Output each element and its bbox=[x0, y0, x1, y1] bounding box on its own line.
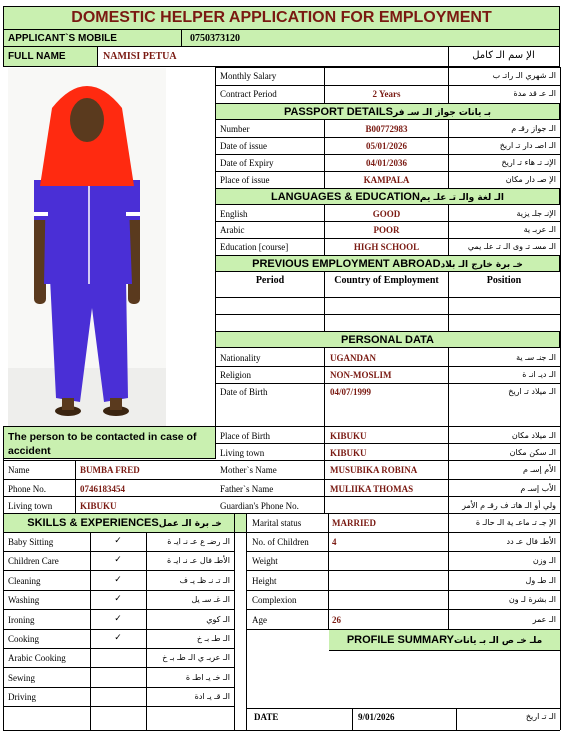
father-name-ar: الأب إسـ م bbox=[520, 484, 556, 493]
issue-place-ar: الإ صـ دار مكان bbox=[505, 175, 556, 184]
living-town-label: Living town bbox=[220, 448, 265, 458]
pob-value: KIBUKU bbox=[330, 431, 367, 441]
living-town-ar: الـ سكن مكان bbox=[509, 448, 556, 457]
nationality-label: Nationality bbox=[220, 353, 261, 363]
dob-ar: الـ ميلاد تـ اريخ bbox=[508, 387, 556, 396]
guardian-phone-label: Guardian's Phone No. bbox=[220, 501, 299, 511]
languages-header-en: LANGUAGES & EDUCATION bbox=[271, 191, 420, 203]
contract-period-ar: الـ عـ قد مدة bbox=[513, 89, 556, 98]
mother-name-label: Mother`s Name bbox=[220, 465, 277, 475]
contact-name-value: BUMBA FRED bbox=[80, 465, 140, 475]
nationality-value: UGANDAN bbox=[330, 353, 376, 363]
contact-name-label: Name bbox=[8, 465, 30, 475]
skill-ironing: Ironing bbox=[8, 615, 35, 625]
employment-col-country: Country of Employment bbox=[334, 275, 439, 286]
check-icon: ✓ bbox=[114, 555, 122, 565]
languages-header-ar: الـ لغة والـ تـ علـ يم bbox=[419, 193, 504, 203]
religion-label: Religion bbox=[220, 370, 251, 380]
issue-date-ar: الـ اصـ دار تـ اريخ bbox=[499, 141, 556, 150]
mother-name-ar: الأم إسـ م bbox=[522, 465, 556, 474]
profile-summary-header-text bbox=[329, 632, 560, 649]
skill-driving: Driving bbox=[8, 692, 36, 702]
check-icon: ✓ bbox=[114, 614, 122, 624]
skill-arabic-cooking-ar: الـ عربـ ي الـ طـ بـ خ bbox=[162, 653, 230, 662]
skills-header-ar: خـ برة الـ عمل bbox=[158, 519, 222, 529]
date-label: DATE bbox=[254, 712, 279, 722]
skill-washing: Washing bbox=[8, 595, 40, 605]
full-name-ar: الإ سم الـ كامل bbox=[472, 50, 535, 61]
complexion-label: Complexion bbox=[252, 595, 297, 605]
children-count-label: No. of Children bbox=[252, 537, 309, 547]
complexion-ar: الـ بشرة لـ ون bbox=[508, 595, 556, 604]
employment-col-period: Period bbox=[255, 275, 285, 286]
passport-number-ar: الـ جواز رقـ م bbox=[511, 124, 556, 133]
age-value: 26 bbox=[332, 615, 341, 625]
date-value: 9/01/2026 bbox=[358, 712, 395, 722]
expiry-date-value: 04/01/2036 bbox=[365, 158, 407, 168]
pob-ar: الـ ميلاد مكان bbox=[511, 431, 556, 440]
living-town-value: KIBUKU bbox=[330, 448, 367, 458]
issue-place-label: Place of issue bbox=[220, 175, 270, 185]
full-name-label: FULL NAME bbox=[8, 51, 66, 62]
personal-data-header-text: PERSONAL DATA bbox=[341, 334, 434, 346]
check-icon: ✓ bbox=[114, 536, 122, 546]
skill-cleaning: Cleaning bbox=[8, 576, 41, 586]
dob-value: 04/07/1999 bbox=[330, 387, 372, 397]
skill-cooking-ar: الـ طـ بـ خ bbox=[196, 634, 230, 643]
arabic-value: POOR bbox=[373, 225, 400, 235]
check-icon: ✓ bbox=[114, 575, 122, 585]
issue-place-value: KAMPALA bbox=[363, 175, 410, 185]
marital-status-ar: الإ جـ تـ ماعـ ية الـ حالـ ة bbox=[475, 518, 556, 527]
arabic-label: Arabic bbox=[220, 225, 245, 235]
passport-header-en: PASSPORT DETAILS bbox=[283, 106, 393, 118]
previous-employment-header-text bbox=[215, 256, 560, 273]
languages-header-text bbox=[215, 189, 560, 206]
check-icon: ✓ bbox=[114, 594, 122, 604]
issue-date-value: 05/01/2026 bbox=[365, 141, 407, 151]
skill-baby-sitting: Baby Sitting bbox=[8, 537, 54, 547]
date-ar: الـ تـ اريخ bbox=[525, 712, 556, 721]
previous-employment-header-ar: خـ برة خارج الـ بلاد bbox=[440, 260, 523, 270]
religion-ar: الـ ديـ انـ ة bbox=[522, 370, 556, 379]
employment-col-position: Position bbox=[486, 275, 522, 286]
check-icon: ✓ bbox=[114, 633, 122, 643]
skill-children-care: Children Care bbox=[8, 556, 59, 566]
salary-ar: الـ شهري الـ راتـ ب bbox=[492, 71, 556, 80]
applicant-mobile-value: 0750373120 bbox=[190, 33, 240, 44]
age-label: Age bbox=[252, 615, 267, 625]
contact-town-label: Living town bbox=[8, 501, 53, 511]
age-ar: الـ عمر bbox=[532, 615, 556, 624]
passport-number-label: Number bbox=[220, 124, 250, 134]
skill-baby-sitting-ar: الـ رضـ ع عـ نـ ايـ ة bbox=[167, 537, 230, 546]
marital-status-label: Marital status bbox=[252, 518, 302, 528]
skill-children-care-ar: الأطـ فال عـ نـ ايـ ة bbox=[167, 556, 230, 565]
religion-value: NON-MOSLIM bbox=[330, 370, 392, 380]
profile-summary-header-ar: ملـ خـ ص الـ بـ يانات bbox=[453, 636, 543, 646]
profile-summary-header-en: PROFILE SUMMARY bbox=[346, 634, 454, 646]
salary-label: Monthly Salary bbox=[220, 71, 277, 81]
pob-label: Place of Birth bbox=[220, 431, 270, 441]
skills-header-text bbox=[3, 515, 246, 532]
weight-label: Weight bbox=[252, 556, 278, 566]
passport-number-value: B00772983 bbox=[365, 124, 408, 134]
skill-arabic-cooking: Arabic Cooking bbox=[8, 653, 66, 663]
height-ar: الـ طـ ول bbox=[525, 576, 556, 585]
education-label: Education [course] bbox=[220, 242, 289, 252]
skill-cooking: Cooking bbox=[8, 634, 40, 644]
nationality-ar: الـ جنـ سـ ية bbox=[516, 353, 556, 362]
contact-phone-value: 0746183454 bbox=[80, 484, 125, 494]
children-count-value: 4 bbox=[332, 537, 337, 547]
contact-town-value: KIBUKU bbox=[80, 501, 117, 511]
skill-sewing: Sewing bbox=[8, 673, 35, 683]
full-name-value: NAMISI PETUA bbox=[103, 51, 177, 62]
applicant-photo bbox=[8, 68, 166, 426]
father-name-label: Father`s Name bbox=[220, 484, 274, 494]
english-label: English bbox=[220, 209, 248, 219]
expiry-date-label: Date of Expiry bbox=[220, 158, 274, 168]
skill-ironing-ar: الـ كوي bbox=[206, 615, 230, 624]
skill-washing-ar: الـ غـ سـ يل bbox=[191, 595, 230, 604]
skill-driving-ar: الـ قـ يـ ادة bbox=[194, 692, 230, 701]
marital-status-value: MARRIED bbox=[332, 518, 376, 528]
passport-header-ar: بـ يانات جواز الـ سـ فر bbox=[392, 108, 492, 118]
contract-period-value: 2 Years bbox=[372, 89, 401, 99]
skill-sewing-ar: الـ خـ يـ اطـ ة bbox=[185, 673, 230, 682]
issue-date-label: Date of issue bbox=[220, 141, 267, 151]
height-label: Height bbox=[252, 576, 277, 586]
skill-cleaning-ar: الـ تـ نـ ظـ يـ ف bbox=[179, 576, 230, 585]
arabic-ar: الـ عربـ ية bbox=[523, 225, 556, 234]
contact-header-text: The person to be contacted in case of accident bbox=[8, 431, 197, 457]
skills-header-en: SKILLS & EXPERIENCES bbox=[27, 517, 159, 529]
passport-header-text bbox=[215, 104, 560, 121]
english-value: GOOD bbox=[372, 209, 401, 219]
expiry-date-ar: الإنـ تـ هاء تـ اريخ bbox=[501, 158, 556, 167]
dob-label: Date of Birth bbox=[220, 387, 268, 397]
father-name-value: MULIIKA THOMAS bbox=[330, 484, 414, 494]
children-count-ar: الأطـ فال عـ دد bbox=[506, 537, 556, 546]
applicant-mobile-label: APPLICANT`S MOBILE bbox=[8, 33, 117, 44]
applicant-figure-icon bbox=[8, 68, 166, 426]
english-ar: الإنـ جلـ يزية bbox=[516, 209, 556, 218]
weight-ar: الـ وزن bbox=[532, 556, 556, 565]
contact-phone-label: Phone No. bbox=[8, 484, 46, 494]
page-title: DOMESTIC HELPER APPLICATION FOR EMPLOYMENT bbox=[71, 9, 492, 26]
education-ar: الـ مسـ تـ وى الـ تـ علـ يمي bbox=[467, 242, 556, 251]
education-value: HIGH SCHOOL bbox=[353, 242, 420, 252]
previous-employment-header-en: PREVIOUS EMPLOYMENT ABROAD bbox=[252, 258, 441, 270]
mother-name-value: MUSUBIKA ROBINA bbox=[330, 465, 418, 475]
guardian-phone-ar: ولي أو الـ هاتـ ف رقـ م الأمر bbox=[462, 501, 556, 510]
contract-period-label: Contract Period bbox=[220, 89, 277, 99]
